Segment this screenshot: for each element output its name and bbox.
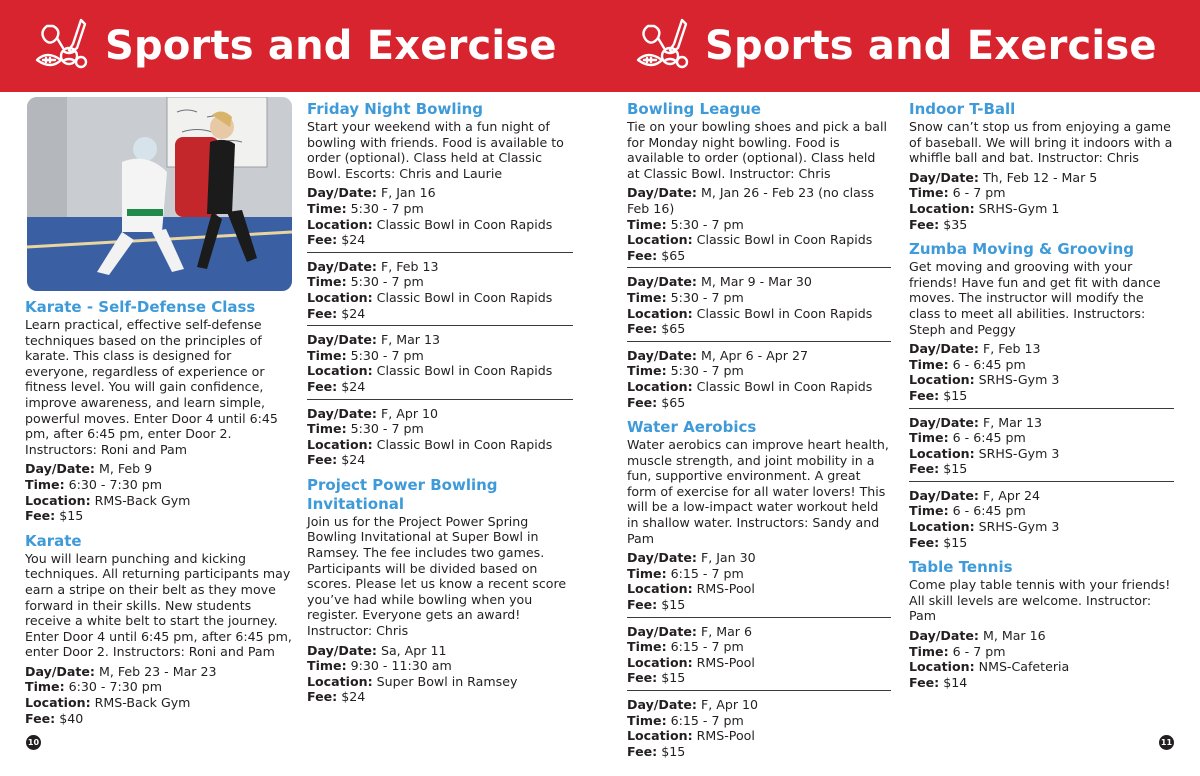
fee-value: $24 bbox=[341, 689, 366, 705]
day-value: M, Mar 9 - Mar 30 bbox=[700, 274, 812, 290]
location-value: SRHS-Gym 3 bbox=[978, 519, 1060, 535]
fee-label: Fee: bbox=[909, 461, 940, 477]
location-label: Location: bbox=[627, 378, 693, 394]
day-value: F, Mar 13 bbox=[380, 332, 440, 348]
location-value: SRHS-Gym 1 bbox=[978, 200, 1060, 216]
course-title: Table Tennis bbox=[909, 558, 1013, 577]
course-karate-self-defense bbox=[25, 298, 293, 528]
time-label: Time: bbox=[25, 679, 65, 695]
time-label: Time: bbox=[627, 289, 667, 305]
column-2 bbox=[307, 100, 573, 709]
location-label: Location: bbox=[25, 695, 91, 711]
day-label: Day/Date: bbox=[627, 550, 697, 566]
day-label: Day/Date: bbox=[627, 274, 697, 290]
location-label: Location: bbox=[627, 728, 693, 744]
session-block bbox=[307, 406, 573, 472]
fee-value: $15 bbox=[943, 461, 968, 477]
day-value: F, Mar 6 bbox=[700, 623, 752, 639]
course-description: Get moving and grooving with your friends! Have fun and get fit with dance moves. The instructor will modify the class to meet all abilities. Instructors: Steph and Peggy bbox=[909, 259, 1161, 337]
course-description: Join us for the Project Power Spring Bowling Invitational at Super Bowl in Ramsey. The fee includes two games. Participants will be divided based on scores. Please let us know a recent score you’ve had while bowling when you register. Everyone gets an award! Instructor: Chris bbox=[307, 513, 567, 639]
day-label: Day/Date: bbox=[25, 461, 95, 477]
location-value: Classic Bowl in Coon Rapids bbox=[376, 216, 553, 232]
fee-value: $14 bbox=[943, 674, 968, 690]
location-value: Classic Bowl in Coon Rapids bbox=[376, 289, 553, 305]
day-value: F, Apr 10 bbox=[380, 405, 439, 421]
day-value: M, Jan 26 - Feb 23 (no class Feb 16) bbox=[627, 185, 875, 216]
course-description: Water aerobics can improve heart health, muscle strength, and joint mobility in a fun, supportive environment. A great form of exercise for all water lovers! This will be a low-impact water workout held in shallow water. Instructors: Sandy and Pam bbox=[627, 437, 889, 546]
fee-value: $15 bbox=[661, 597, 686, 613]
location-value: RMS-Pool bbox=[696, 654, 755, 670]
location-label: Location: bbox=[627, 305, 693, 321]
time-label: Time: bbox=[627, 639, 667, 655]
fee-value: $15 bbox=[661, 743, 686, 759]
day-value: F, Feb 13 bbox=[380, 258, 439, 274]
fee-value: $15 bbox=[943, 387, 968, 403]
location-value: SRHS-Gym 3 bbox=[978, 445, 1060, 461]
time-label: Time: bbox=[909, 643, 949, 659]
fee-label: Fee: bbox=[627, 670, 658, 686]
time-label: Time: bbox=[909, 503, 949, 519]
fee-label: Fee: bbox=[627, 394, 658, 410]
session-block bbox=[627, 185, 891, 268]
page-title-left: Sports and Exercise bbox=[105, 23, 557, 69]
fee-label: Fee: bbox=[307, 452, 338, 468]
day-value: F, Mar 13 bbox=[982, 414, 1042, 430]
course-description: Start your weekend with a fun night of bowling with friends. Food is available to order (optional). Class held at Classic Bowl. Escorts: Chris and Laurie bbox=[307, 119, 564, 181]
day-value: M, Apr 6 - Apr 27 bbox=[700, 347, 808, 363]
fee-value: $24 bbox=[341, 232, 366, 248]
fee-value: $24 bbox=[341, 378, 366, 394]
day-value: M, Mar 16 bbox=[982, 628, 1046, 644]
time-label: Time: bbox=[307, 200, 347, 216]
time-value: 6:15 - 7 pm bbox=[670, 639, 744, 655]
fee-value: $24 bbox=[341, 305, 366, 321]
location-value: RMS-Back Gym bbox=[94, 492, 191, 508]
location-label: Location: bbox=[307, 289, 373, 305]
time-label: Time: bbox=[307, 658, 347, 674]
session-block bbox=[909, 341, 1174, 408]
day-value: F, Apr 10 bbox=[700, 697, 759, 712]
session-block bbox=[627, 697, 891, 763]
location-label: Location: bbox=[909, 659, 975, 675]
time-value: 6 - 7 pm bbox=[952, 643, 1006, 659]
course-power-bowling bbox=[307, 476, 573, 709]
course-title: Project Power Bowling Invitational bbox=[307, 475, 498, 513]
time-label: Time: bbox=[627, 712, 667, 728]
day-value: Sa, Apr 11 bbox=[380, 642, 447, 658]
day-label: Day/Date: bbox=[627, 185, 697, 201]
time-label: Time: bbox=[909, 185, 949, 201]
time-value: 5:30 - 7 pm bbox=[350, 421, 424, 437]
course-title: Zumba Moving & Grooving bbox=[909, 240, 1135, 259]
column-3 bbox=[627, 100, 891, 763]
session-block bbox=[307, 332, 573, 399]
time-label: Time: bbox=[307, 347, 347, 363]
location-value: Classic Bowl in Coon Rapids bbox=[376, 363, 553, 379]
time-value: 6 - 7 pm bbox=[952, 185, 1006, 201]
time-label: Time: bbox=[307, 274, 347, 290]
sports-equipment-icon bbox=[33, 16, 93, 76]
fee-label: Fee: bbox=[307, 232, 338, 248]
day-label: Day/Date: bbox=[307, 642, 377, 658]
location-value: RMS-Pool bbox=[696, 728, 755, 744]
day-label: Day/Date: bbox=[909, 169, 979, 185]
time-label: Time: bbox=[627, 565, 667, 581]
time-value: 5:30 - 7 pm bbox=[350, 347, 424, 363]
location-label: Location: bbox=[909, 519, 975, 535]
fee-label: Fee: bbox=[627, 321, 658, 337]
karate-photo-illustration bbox=[27, 97, 292, 291]
time-label: Time: bbox=[307, 421, 347, 437]
session-block bbox=[627, 348, 891, 414]
course-description: You will learn punching and kicking techniques. All returning participants may earn a stripe on their belt as they move forward in their skills. New students receive a white belt to start the journey. Enter Door 4 until 6:45 pm, after 6:45 pm, enter Door 2. Instructors: Roni and Pam bbox=[25, 550, 292, 660]
fee-value: $15 bbox=[943, 534, 968, 550]
session-block bbox=[909, 170, 1174, 236]
day-label: Day/Date: bbox=[627, 347, 697, 363]
time-value: 6 - 6:45 pm bbox=[952, 430, 1026, 446]
course-title: Karate bbox=[25, 531, 82, 550]
fee-value: $65 bbox=[661, 247, 686, 263]
course-title: Friday Night Bowling bbox=[307, 100, 484, 118]
fee-label: Fee: bbox=[627, 247, 658, 263]
day-value: F, Jan 16 bbox=[380, 185, 436, 201]
location-label: Location: bbox=[627, 232, 693, 248]
sports-equipment-icon bbox=[634, 16, 694, 76]
location-value: Classic Bowl in Coon Rapids bbox=[696, 232, 873, 248]
course-water-aerobics bbox=[627, 418, 891, 763]
session-block bbox=[627, 550, 891, 617]
time-value: 5:30 - 7 pm bbox=[670, 289, 744, 305]
fee-label: Fee: bbox=[307, 689, 338, 705]
location-label: Location: bbox=[909, 372, 975, 388]
time-value: 9:30 - 11:30 am bbox=[350, 658, 452, 674]
day-value: M, Feb 23 - Mar 23 bbox=[98, 663, 217, 679]
day-value: M, Feb 9 bbox=[98, 461, 153, 477]
location-value: Classic Bowl in Coon Rapids bbox=[376, 436, 553, 452]
session-block bbox=[627, 624, 891, 691]
day-value: F, Apr 24 bbox=[982, 487, 1041, 503]
time-value: 6:30 - 7:30 pm bbox=[68, 679, 163, 695]
time-label: Time: bbox=[909, 356, 949, 372]
fee-value: $40 bbox=[59, 710, 84, 726]
fee-label: Fee: bbox=[627, 597, 658, 613]
location-value: NMS-Cafeteria bbox=[978, 659, 1070, 675]
course-indoor-tball bbox=[909, 100, 1174, 236]
day-label: Day/Date: bbox=[307, 332, 377, 348]
location-value: Classic Bowl in Coon Rapids bbox=[696, 378, 873, 394]
day-label: Day/Date: bbox=[307, 405, 377, 421]
time-value: 5:30 - 7 pm bbox=[670, 216, 744, 232]
day-label: Day/Date: bbox=[627, 623, 697, 639]
course-karate bbox=[25, 532, 293, 731]
session-block bbox=[25, 664, 293, 730]
course-description: Tie on your bowling shoes and pick a ball for Monday night bowling. Food is available to order (optional). Class held at Classic Bowl. Instructor: Chris bbox=[627, 119, 887, 181]
day-label: Day/Date: bbox=[307, 185, 377, 201]
location-label: Location: bbox=[25, 492, 91, 508]
session-block bbox=[909, 488, 1174, 554]
course-title: Water Aerobics bbox=[627, 418, 757, 437]
location-value: RMS-Back Gym bbox=[94, 695, 191, 711]
fee-value: $65 bbox=[661, 321, 686, 337]
time-label: Time: bbox=[627, 216, 667, 232]
session-block bbox=[307, 185, 573, 252]
fee-value: $15 bbox=[59, 508, 84, 524]
location-label: Location: bbox=[307, 216, 373, 232]
fee-label: Fee: bbox=[307, 305, 338, 321]
time-value: 5:30 - 7 pm bbox=[350, 200, 424, 216]
location-label: Location: bbox=[909, 445, 975, 461]
fee-label: Fee: bbox=[25, 508, 56, 524]
column-4 bbox=[909, 100, 1174, 694]
fee-label: Fee: bbox=[25, 710, 56, 726]
course-table-tennis bbox=[909, 558, 1174, 694]
course-description: Snow can’t stop us from enjoying a game of baseball. We will bring it indoors with a whiffle ball and bat. Instructor: Chris bbox=[909, 119, 1173, 166]
fee-value: $65 bbox=[661, 394, 686, 410]
day-label: Day/Date: bbox=[909, 341, 979, 357]
time-value: 5:30 - 7 pm bbox=[350, 274, 424, 290]
location-value: Super Bowl in Ramsey bbox=[376, 673, 518, 689]
fee-label: Fee: bbox=[909, 534, 940, 550]
page-number-left: 10 bbox=[26, 735, 41, 750]
time-label: Time: bbox=[25, 476, 65, 492]
header-banner-right bbox=[600, 0, 1200, 92]
header-banner-left bbox=[0, 0, 600, 92]
time-label: Time: bbox=[909, 430, 949, 446]
course-description: Learn practical, effective self-defense techniques based on the principles of karate. This class is designed for everyone, regardless of experience or fitness level. You will gain confidence, improve awareness, and learn simple, powerful moves. Enter Door 4 until 6:45 pm, after 6:45 pm, enter Door 2. Instructors: Roni and Pam bbox=[25, 317, 278, 457]
session-block bbox=[909, 415, 1174, 482]
day-label: Day/Date: bbox=[909, 628, 979, 644]
time-value: 5:30 - 7 pm bbox=[670, 363, 744, 379]
location-value: Classic Bowl in Coon Rapids bbox=[696, 305, 873, 321]
karate-class-photo bbox=[27, 97, 292, 291]
fee-value: $35 bbox=[943, 216, 968, 232]
fee-value: $15 bbox=[661, 670, 686, 686]
day-label: Day/Date: bbox=[909, 487, 979, 503]
course-friday-night-bowling bbox=[307, 100, 573, 472]
column-1 bbox=[25, 298, 293, 730]
location-label: Location: bbox=[909, 200, 975, 216]
location-label: Location: bbox=[307, 436, 373, 452]
session-block bbox=[627, 274, 891, 341]
day-label: Day/Date: bbox=[627, 697, 697, 712]
fee-value: $24 bbox=[341, 452, 366, 468]
course-title: Karate - Self-Defense Class bbox=[25, 298, 256, 316]
location-value: RMS-Pool bbox=[696, 581, 755, 597]
fee-label: Fee: bbox=[909, 387, 940, 403]
course-bowling-league bbox=[627, 100, 891, 414]
day-value: F, Jan 30 bbox=[700, 550, 756, 566]
location-label: Location: bbox=[307, 673, 373, 689]
day-label: Day/Date: bbox=[909, 414, 979, 430]
location-label: Location: bbox=[627, 581, 693, 597]
session-block bbox=[307, 259, 573, 326]
day-value: F, Feb 13 bbox=[982, 341, 1041, 357]
time-value: 6:30 - 7:30 pm bbox=[68, 476, 163, 492]
time-value: 6 - 6:45 pm bbox=[952, 503, 1026, 519]
session-block bbox=[307, 643, 573, 709]
location-label: Location: bbox=[627, 654, 693, 670]
fee-label: Fee: bbox=[909, 674, 940, 690]
day-label: Day/Date: bbox=[25, 663, 95, 679]
time-value: 6 - 6:45 pm bbox=[952, 356, 1026, 372]
session-block bbox=[909, 628, 1174, 694]
page-number-right: 11 bbox=[1159, 735, 1174, 750]
time-value: 6:15 - 7 pm bbox=[670, 565, 744, 581]
session-block bbox=[25, 461, 293, 527]
time-label: Time: bbox=[627, 363, 667, 379]
fee-label: Fee: bbox=[627, 743, 658, 759]
page-title-right: Sports and Exercise bbox=[705, 23, 1157, 69]
location-value: SRHS-Gym 3 bbox=[978, 372, 1060, 388]
location-label: Location: bbox=[307, 363, 373, 379]
course-description: Come play table tennis with your friends! All skill levels are welcome. Instructor: Pam bbox=[909, 577, 1171, 624]
fee-label: Fee: bbox=[307, 378, 338, 394]
course-title: Indoor T-Ball bbox=[909, 100, 1016, 118]
time-value: 6:15 - 7 pm bbox=[670, 712, 744, 728]
course-zumba bbox=[909, 240, 1174, 554]
course-title: Bowling League bbox=[627, 100, 761, 118]
fee-label: Fee: bbox=[909, 216, 940, 232]
day-label: Day/Date: bbox=[307, 258, 377, 274]
day-value: Th, Feb 12 - Mar 5 bbox=[982, 169, 1098, 185]
